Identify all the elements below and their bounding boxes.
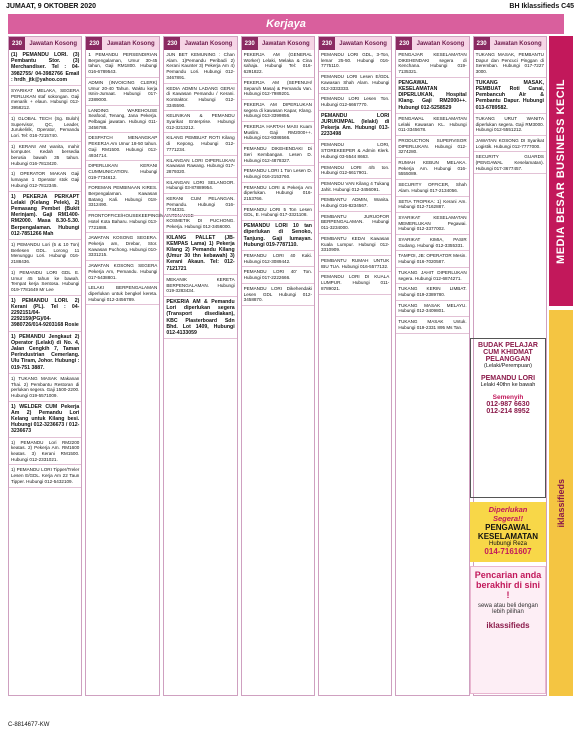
classified-ad: TUKANG MASAK, PEMBUAT Roti Canai, Pembancuh Air & Pembantu Dapur. Hubungi 013-6789582. — [474, 78, 546, 114]
section-title: Kerjaya — [266, 18, 306, 30]
classified-ad: KILANGAN LORI DIPERLUKAN Kawasan Rawang. Hubungi 017-2879320. — [164, 156, 236, 178]
classified-ad: KILANGAN LORI SELANGOR. Hubungi 03-87889954. — [164, 178, 236, 194]
classified-ad: 1) OPERATOR MAKAN Gaji lumayan 1 Operator stok Gaji Hubungi 012-7812345. — [9, 169, 81, 191]
column-header — [86, 37, 159, 50]
promo-ad — [470, 566, 546, 694]
side-banner-text: MEDIA BESAR BUSINESS KECIL — [555, 78, 567, 264]
column-header — [242, 37, 314, 50]
budak-phone2: 012-214 8952 — [486, 408, 530, 415]
classified-ad: PENGAWAL KESELAMATAN Lelaki Kawasan KL. Hubungi 011-3345678. — [396, 114, 468, 136]
classified-ad: PEMANDU LORI 40 Kaki. Hubungi 012-3089442. — [242, 251, 314, 267]
side-banner-2 — [549, 310, 573, 696]
classified-ad: JAWATAN KOSONG DI Syarikat Logistik. Hubungi 012-7777000. — [474, 136, 546, 152]
category-label: Jawatan Kosong — [258, 37, 314, 50]
page-section-info: BH Iklassifieds C45 — [509, 2, 574, 10]
classified-ad: PEMANDU LORI GDL, 3-Ton, lemar 25-50. Hubungi 016-7775110. — [319, 50, 391, 72]
classified-ad: PEMBANTU KEDAI Kawasan Kuala Lumpur. Hubungi 012-3310909. — [319, 234, 391, 256]
category-label: Jawatan Kosong — [25, 37, 81, 50]
classified-ad: KEDIA ADMIN LADANG GERAI di Kawasan Pemandu / Kerani. Kontraktor. Hubungi 012-3345590. — [164, 84, 236, 112]
promo-brand: iklassifieds — [486, 621, 530, 630]
footer-id: C-8814677-KW — [8, 722, 50, 728]
classified-ad: TAMPOI, JB: OPERATOR Mesin. Hubungi 016-7020587. — [396, 251, 468, 267]
classified-ad: 1) PEKERJA PERKAPT Lelaki (Kelang Pelek), 2) Pemasang Pembet (Bukit Merinjam). Gaji RM1400-RM2000. Masa 8.30-5.30. Berpengalaman. Hubungi 012-7851266 Mah — [9, 192, 81, 240]
classified-ad: PEMANDU LORI 1 Ton Lesen D. Hubungi 016-2153760. — [242, 166, 314, 182]
classified-ad: TUKANG MASAK, PEMBANTU Dapur dan Pencuci Pinggan di Seremban. Hubungi 017-7227 3000. — [474, 50, 546, 78]
budak-pelajar-ad — [470, 338, 546, 498]
classified-ad: ADMIN (INVOICING CLERK) Umur 20-40 Tahun. Waktu kerja Isnin-Jumaat. Hubungi 017-2389000. — [86, 78, 159, 106]
classified-ad: PENGAJAR KESELAMATAN DIKEHENDAKI segera di Kenchana. Hubungi 019-7135321. — [396, 50, 468, 78]
category-number: 230 — [86, 37, 102, 50]
classified-ad: PRODUCTION SUPERVISOR DIPERLUKAN. Hubungi 012-3274280. — [396, 136, 468, 158]
classified-ad: PEKERIA AM & Pemandu Lori diperlukan segera (Transport disediakan), KBC Plasterboard Sdn Bhd. Lot 1409, Hubungi 012-4133059 — [164, 297, 236, 339]
classified-ad: PEMBANTU ADMIN, Wanita. Hubungi 016-8234567. — [319, 195, 391, 211]
classified-column — [85, 36, 194, 696]
classified-ad: FRONTOFFICE/HOUSEKEEPING/MAINTENANCE Hotel Kota Baharu. Hubungi 013-7721888. — [86, 211, 159, 233]
classified-ad: SETIA TROPIKA: 1) Kerani Am. Hubungi 012-7162887. — [396, 197, 468, 213]
column-header — [9, 37, 81, 50]
promo-title: Pencarian anda berakhir di sini ! — [474, 570, 542, 600]
classified-ad: PEKERJA AM (SEPENUH/ Separuh Masa) & Pemandu Van. Hubungi 012-7989201. — [242, 78, 314, 100]
classified-ad: TUKANG MASAK MELAYU. Hubungi 012-3409801. — [396, 301, 468, 317]
classified-ad: PEMANDU LORI & Pekerja Am diperlukan. Hubungi 016-2153766. — [242, 183, 314, 205]
category-number: 230 — [242, 37, 258, 50]
classified-ad: SYARIKAT MELAKA, SEGERA PERLUKAN staf sokongan. Gaji menarik + elaun. Hubungi 012-3958212. — [9, 86, 81, 114]
classified-ad: KERANI CUM PELANGAN. Pemandu. Hubungi 016-7744331. — [164, 194, 236, 216]
classified-ad: SECURITY OFFICER, Shah Alam. Hubungi 017-2134056. — [396, 180, 468, 196]
classified-ad: PEMANDU LORI JURUKIMPAL (lelaki) di Pekerja Am. Hubungi 013-2233498 — [319, 111, 391, 141]
classified-columns — [8, 36, 547, 696]
category-number: 230 — [9, 37, 25, 50]
column-header — [474, 37, 546, 50]
classified-ad: 1) TUKANG MASAK Makanan Thai. 2) Pembantu Restoran di perlukan segera. Gaji 1500-2200. Hubungi 019-5571009. — [9, 374, 81, 402]
side-banner-text-2: iklassifieds — [556, 478, 566, 528]
classified-ad: PEMANDU LORI Dikehendaki Lesen GDL Hubungi 012-3458870. — [242, 284, 314, 306]
classified-ad: 1) PEMANDU Jengkaut 2) Operator (Lelaki) di No. 4, Jalan Cengkih 7, Taman Perindustrian Cemerlang. Ulu Tiram, Johor. Hubungi : 019-751 3887. — [9, 332, 81, 374]
classified-ad: TUKANG JAHIT DIPERLUKAN segera. Hubungi 012-6874271. — [396, 268, 468, 284]
pengawal-ad — [470, 502, 546, 562]
classified-ad: PEMANDU LORI 40' Ton. Hubungi 017-2222666. — [242, 267, 314, 283]
classified-ad: MEKANIK KERETA BERPENGALAMAN. Hubungi 019-3283434. — [164, 275, 236, 297]
classified-ad: PEKERJA AM DIPERLUKAN segera di kawasan Kapar, Klang. Hubungi 013-3399856. — [242, 100, 314, 122]
classified-ad: 1 PEMANDU PERSENDIRIAN Berpengalaman, Umur 30-45 tahun, Gaji RM1800. Hubungi 016-6789543. — [86, 50, 159, 78]
classified-ad: (1) PEMANDU LORI. (3) Pembantu Stor. (3) Merchandiser. Tel : 04-3982755/ 04-3982766 Email : hrdh_jtk@yahoo.com — [9, 50, 81, 86]
page-footer — [0, 722, 580, 733]
classified-ad: KELINIKAN & PEMANDU Syarikat Enterprise. Hubungi 012-3213212. — [164, 111, 236, 133]
classified-ad: TUKANG KERIN LIMBAT. Hubungi 019-2389780. — [396, 284, 468, 300]
page-header — [0, 0, 580, 12]
classified-ad: 1) PEMANDU LORI GDL E. Umur 45 tahun ke bawah. Tempat kerja Sentosa. Hubungi 019-7781649 Mr Lee — [9, 268, 81, 296]
budak-phone1: 012-987 6630 — [486, 401, 530, 408]
classified-ad: LELAKI BERPENGALAMAN diperlukan untuk bengkel kereta. Hubungi 012-3456789. — [86, 283, 159, 305]
column-header — [319, 37, 391, 50]
section-banner — [8, 14, 564, 34]
category-number: 230 — [474, 37, 490, 50]
category-label: Jawatan Kosong — [180, 37, 236, 50]
classified-ad: JAWATAN KOSONG SEGERA Pekerja Am, Pemandu. Hubungi 017-5438801. — [86, 261, 159, 283]
classified-ad: PEMANDU LORI 5 Ton Lesen GDL, E. Hubungi 017-3321108. — [242, 205, 314, 221]
classified-ad: TUKANG URUT WANITA diperlukan segera. Gaji RM3000. Hubungi 012-5551212. — [474, 114, 546, 136]
classified-ad: PEMANDU DIKEHENDAKI Di Seri Kembangan. Lesen D. Hubungi 012-4878327. — [242, 144, 314, 166]
classified-ad: KILANG PEMBUAT ROTI Kilang di Kepong. Hubungi 012-7771234. — [164, 133, 236, 155]
page-date: JUMAAT, 9 OKTOBER 2020 — [6, 2, 96, 10]
classified-ad: PEMANDU LORI, STOREKEEPER & Admin Klerk. Hubungi 03-5544 8663. — [319, 140, 391, 162]
classified-ad: KOSMETIK DI PUCHONG. Pekerja. Hubungi 012-3456000. — [164, 216, 236, 232]
budak-sub2: Lelaki 40thn ke bawah — [480, 382, 536, 388]
classified-ad: 1) WELDER CUM Pekerja Am 2) Pemandu Lori Kelang untuk Kilang besi. Hubungi 012-3236673 / 012-3236673 — [9, 402, 81, 438]
budak-pemandu: PEMANDU LORI — [480, 375, 536, 382]
column-header — [396, 37, 468, 50]
classified-ad: PEKERJA HARTAH MASI Kuam Muslim. Gaji RM2000++. Hubungi 012-9386566. — [242, 122, 314, 144]
budak-sub: (Lelaki/Perempuan) — [484, 363, 532, 369]
budak-title: BUDAK PELAJAR CUM KHIDMAT PELANGGAN — [478, 342, 538, 363]
classified-ad: PEMANDU LORI Lesen Ton. Hubungi 012-6667770. — [319, 94, 391, 110]
classified-column — [8, 36, 82, 696]
classified-ad: RUMAH KEBUN MELAKA. Pekerja Am. Hubungi 016-5555089. — [396, 158, 468, 180]
classified-ad: 1) PEMANDU LORI. 2) Kerani (PL). Tel : 04-2292151/04-2292159(PG)/04-3980726/014-9203168 Rosie — [9, 296, 81, 332]
classified-ad: LANDING WAREHOUSE Seafood, Tenang, Jana Pekerja. Pelbagai jawatan. Hubungi 011-3456788. — [86, 106, 159, 134]
classified-ad: PENGAWAL KESELAMATAN DIPERLUKAN, Hospital Klang. Gaji RM2000++. Hubungi 012-5258529 — [396, 78, 468, 114]
classified-ad: PEMANDU LORI DI KUALA LUMPUR. Hubungi 011-8789021. — [319, 272, 391, 294]
category-label: Jawatan Kosong — [412, 37, 468, 50]
classified-column — [318, 36, 392, 696]
classified-ad: PEMANDU LORI 4/5 ton. Hubungi 012-6617901. — [319, 163, 391, 179]
category-label: Jawatan Kosong — [335, 37, 391, 50]
classified-ad: PEKERJA AM (GENERAL Worker) Lelaki, Melaka & Cina sahaja. Hubungi Tel: 016-6291822. — [242, 50, 314, 78]
peng-phone: 014-7161607 — [484, 547, 532, 556]
column-header — [164, 37, 236, 50]
classified-ad: KILANG PALLET (JB-KEMPAS Lama) 1) Pekerja Kilang 2) Pemandu Kilang (Umur 30 thn kebawah) 3) Kerani Akaun. Tel: 012-7121721 — [164, 233, 236, 275]
classified-ad: 1) GLOBAL TECH (Sg. Buloh) Supervisor, QC, Leader, Jurukelirik, Operator, Pemandu Lori. Tel: 016-7215740. — [9, 114, 81, 142]
category-label: Jawatan Kosong — [102, 37, 159, 50]
classified-ad: 1) PEMANDU Lori RM2200 keatas. 2) Pekerja Am. RM1600 keatas. 3) Kerani RM1500. Hubungi 012-2331021. — [9, 438, 81, 466]
classified-ad: DIPERLUKAN KERANI CUMMUNICATION. Hubungi 019-7734612. — [86, 161, 159, 183]
classified-ad: 1) KERANI AM wanita, mahir komputer. Kedah bersedia berusia bawah 35 tahun. Hubungi 016-7813420. — [9, 142, 81, 170]
category-label: Jawatan Kosong — [490, 37, 546, 50]
classified-ad: SYARIKAT KIMIA, PASIR Gudang. Hubungi 012-3355331. — [396, 235, 468, 251]
classified-column — [241, 36, 315, 696]
budak-location: Semenyih — [492, 394, 524, 401]
peng-note: Hubungi Reza — [488, 541, 528, 547]
category-number: 230 — [396, 37, 412, 50]
classified-ad: SECURITY GUARDS (PENGAWAL Keselamatan). Hubungi 017-3677457. — [474, 152, 546, 174]
classified-ad: JAWATAN KOSONG SEGERA. Pekerja am, Drebar, Stor. Kawasan Puchong. Hubungi 010-3331215. — [86, 233, 159, 261]
category-number: 230 — [164, 37, 180, 50]
classified-ad: DESPATCH MENANGKAP PEKERJA Am Umur 18-50 tahun. Gaji RM1500. Hubungi 012-4934714. — [86, 133, 159, 161]
peng-title: Diperlukan Segera!! — [488, 505, 528, 523]
classified-ad: TUKANG MASAK Untuk. Hubungi 019-2331 895 Ms Tan. — [396, 317, 468, 333]
classified-ad: PEMANDU LORI 10 tan diperlukan di Senoko, Tanjung. Gaji lumayan. Hubungi 019-7787110. — [242, 221, 314, 251]
classified-ad: PEMANDU LORI Lesen E/GDL Kawasan Shah Alam. Hubungi 012-3333333. — [319, 72, 391, 94]
side-banner — [549, 36, 573, 306]
promo-sub: sewa atau beli dengan lebih pilihan — [477, 603, 539, 615]
peng-head: PENGAWAL KESELAMATAN — [477, 523, 539, 541]
classified-ad: PEMANDU VAN Kilang 4 Tukang Jahit. Hubungi 012-3456091. — [319, 179, 391, 195]
classified-column — [395, 36, 469, 696]
classified-ad: 1) PEMANDU Lori (5 & 10 Ton) Berlesen GDL. Lorong 11 Menunggu Lori. Hubungi 016-2188436. — [9, 240, 81, 268]
classified-ad: FOREMAN PEMBINAAN KIRES. Berpengalaman. Kawasan Batang Kali. Hubungi 018-3312490. — [86, 183, 159, 211]
classified-ad: PEMBANTU RUMAH UNTUK IBU TUA. Hubungi 016-5577132. — [319, 256, 391, 272]
classified-ad: PEMBANTU JURUOFOR BERPENGALAMAN. Hubungi 011-3234000. — [319, 212, 391, 234]
classified-column — [163, 36, 237, 696]
category-number: 230 — [319, 37, 335, 50]
classified-ad: 1) PEMANDU LORI Tipper/Treler Lesen E/GDL. Kerja Am 22 Taun Tipper. Hubungi 012-5432109. — [9, 465, 81, 487]
classified-ad: JUN BET KEMUNING : Chan Alam. 1)Pemandu Peribadi 2) Kerani Kaunter 3) Pekerja Am 4) Pemandu Lori. Hubungi 012-3467891. — [164, 50, 236, 84]
classified-ad: SYARIKAT KESELAMATAN MEMERLUKAN Pegawai. Hubungi 012-3377002. — [396, 213, 468, 235]
